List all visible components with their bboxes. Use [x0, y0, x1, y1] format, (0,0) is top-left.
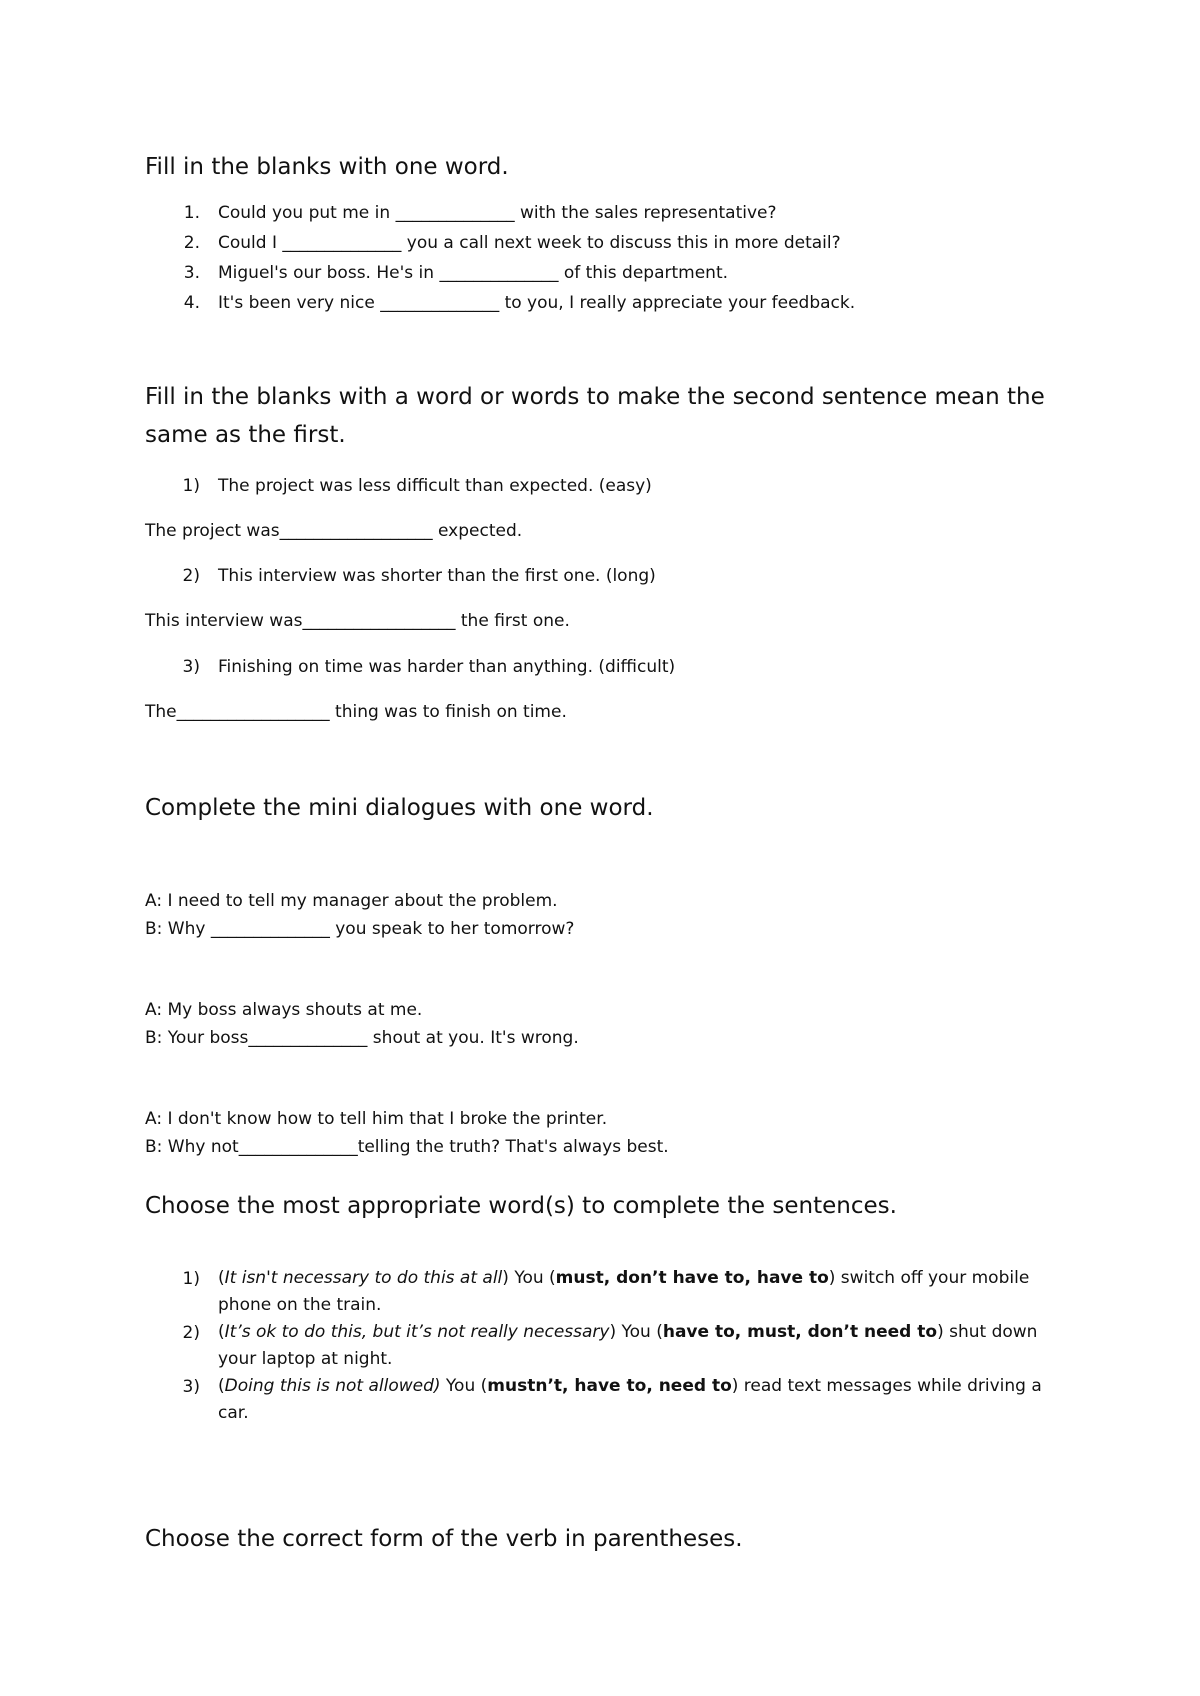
section4-heading: Choose the most appropriate word(s) to complete the sentences.: [145, 1193, 897, 1219]
section2-heading: Fill in the blanks with a word or words to make the second sentence mean the same as the first.: [145, 384, 1045, 448]
dialogue-b-before: B: Why not: [145, 1137, 239, 1157]
section3-heading: Complete the mini dialogues with one word.: [145, 795, 654, 821]
answer-after: expected.: [432, 521, 523, 541]
item-you: You (: [440, 1376, 488, 1396]
item-text: [218, 1265, 1058, 1319]
section5-heading: Choose the correct form of the verb in parentheses.: [145, 1526, 743, 1552]
answer-before: The project was: [145, 521, 280, 541]
dialogue-b-after: telling the truth? That's always best.: [357, 1137, 669, 1157]
answer-blank[interactable]: __________________: [176, 702, 330, 722]
item-answer-line: [145, 700, 567, 724]
item-hint: It isn't necessary to do this at all: [224, 1268, 503, 1288]
item-rest: ) shut down your laptop at night.: [218, 1322, 1038, 1369]
answer-blank[interactable]: ______________: [395, 203, 515, 223]
dialogue-line-b: [145, 1026, 579, 1050]
item-text-before: Miguel's our boss. He's in: [218, 263, 440, 283]
item-text-before: Could you put me in: [218, 203, 396, 223]
answer-blank[interactable]: ______________: [282, 233, 402, 253]
dialogue-b-before: B: Your boss: [145, 1028, 249, 1048]
item-answer-line: [145, 519, 522, 543]
answer-after: the first one.: [455, 611, 570, 631]
section1-heading: Fill in the blanks with one word.: [145, 154, 509, 180]
item-number: 3): [182, 657, 200, 677]
item-options[interactable]: must, don’t have to, have to: [555, 1268, 829, 1288]
dialogue-line-a: A: My boss always shouts at me.: [145, 1000, 423, 1020]
item-rest: ) read text messages while driving a car.: [218, 1376, 1042, 1423]
item-hint: Doing this is not allowed): [224, 1376, 441, 1396]
item-text: [218, 291, 855, 315]
answer-blank[interactable]: ______________: [210, 919, 330, 939]
item-number: 3.: [183, 263, 200, 283]
item-number: 2): [182, 1323, 200, 1343]
item-text-after: you a call next week to discuss this in more detail?: [401, 233, 841, 253]
item-answer-line: [145, 609, 570, 633]
item-text-before: Could I: [218, 233, 283, 253]
answer-after: thing was to finish on time.: [329, 702, 567, 722]
item-number: 1): [182, 476, 200, 496]
item-text-after: of this department.: [558, 263, 729, 283]
item-number: 4.: [183, 293, 200, 313]
item-options[interactable]: have to, must, don’t need to: [662, 1322, 938, 1342]
answer-blank[interactable]: ______________: [380, 293, 500, 313]
dialogue-line-b: [145, 1135, 669, 1159]
paren-open: (: [218, 1376, 225, 1396]
item-text: [218, 1319, 1058, 1373]
paren-open: (: [218, 1322, 225, 1342]
item-text: [218, 1373, 1058, 1427]
item-rest: ) switch off your mobile phone on the train.: [218, 1268, 1030, 1315]
item-prompt: The project was less difficult than expected. (easy): [218, 476, 652, 496]
item-number: 2): [182, 566, 200, 586]
dialogue-line-a: A: I don't know how to tell him that I broke the printer.: [145, 1109, 608, 1129]
dialogue-b-before: B: Why: [145, 919, 211, 939]
item-text-before: It's been very nice: [218, 293, 381, 313]
item-text-after: to you, I really appreciate your feedback.: [499, 293, 856, 313]
item-number: 3): [182, 1377, 200, 1397]
item-prompt: This interview was shorter than the first one. (long): [218, 566, 656, 586]
item-text: [218, 201, 777, 225]
answer-blank[interactable]: ______________: [238, 1137, 358, 1157]
answer-before: This interview was: [145, 611, 303, 631]
dialogue-b-after: shout at you. It's wrong.: [367, 1028, 579, 1048]
item-number: 1.: [183, 203, 200, 223]
item-text-after: with the sales representative?: [514, 203, 777, 223]
dialogue-line-b: [145, 917, 574, 941]
item-text: [218, 231, 841, 255]
item-text: [218, 261, 728, 285]
item-number: 1): [182, 1269, 200, 1289]
answer-before: The: [145, 702, 177, 722]
item-hint: It’s ok to do this, but it’s not really necessary: [224, 1322, 610, 1342]
dialogue-line-a: A: I need to tell my manager about the problem.: [145, 891, 558, 911]
item-prompt: Finishing on time was harder than anything. (difficult): [218, 657, 676, 677]
dialogue-b-after: you speak to her tomorrow?: [329, 919, 575, 939]
item-number: 2.: [183, 233, 200, 253]
answer-blank[interactable]: __________________: [302, 611, 456, 631]
item-you: ) You (: [502, 1268, 556, 1288]
answer-blank[interactable]: ______________: [439, 263, 559, 283]
answer-blank[interactable]: __________________: [279, 521, 433, 541]
item-options[interactable]: mustn’t, have to, need to: [487, 1376, 732, 1396]
answer-blank[interactable]: ______________: [248, 1028, 368, 1048]
item-you: ) You (: [609, 1322, 663, 1342]
paren-open: (: [218, 1268, 225, 1288]
